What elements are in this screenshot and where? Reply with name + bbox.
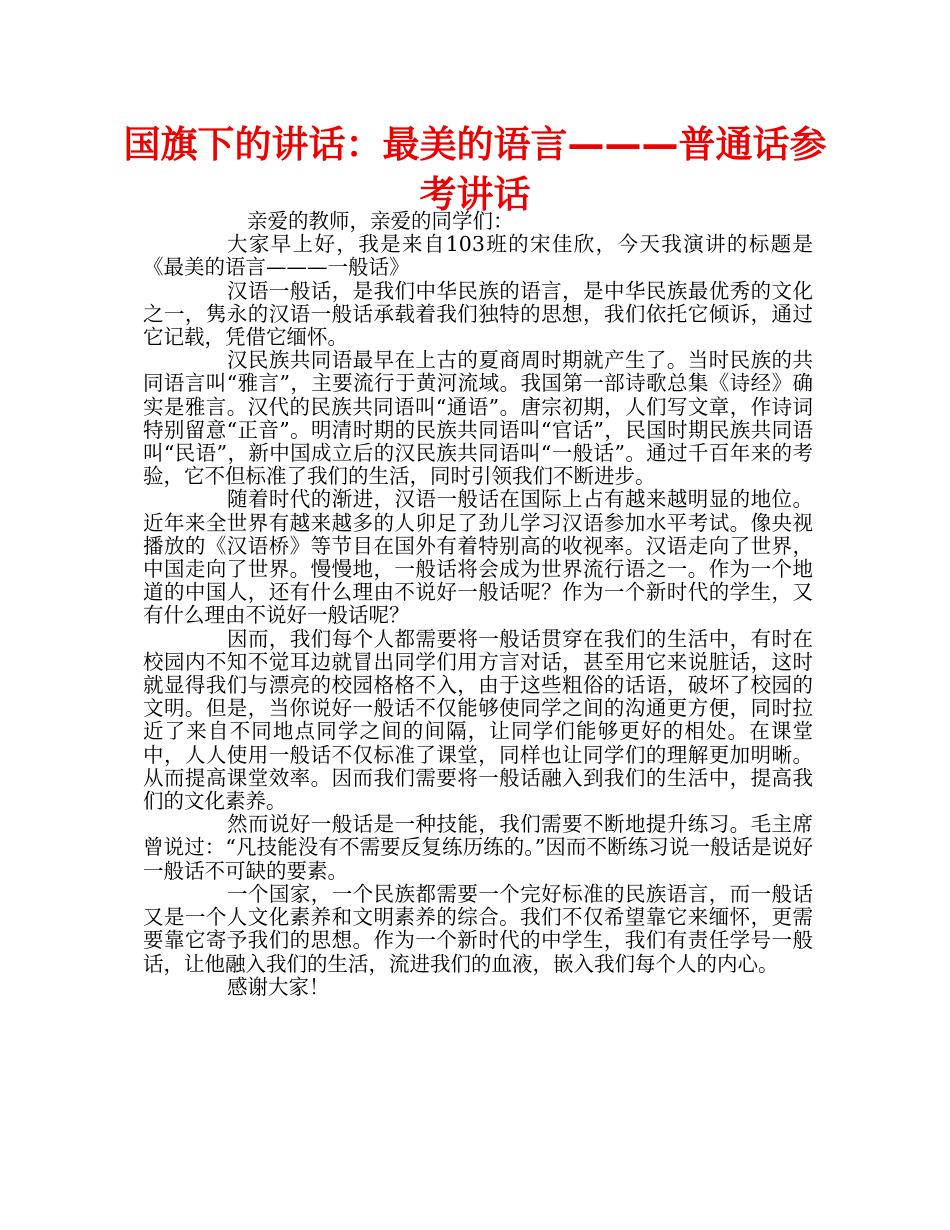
- salutation: 亲爱的教师，亲爱的同学们：: [247, 209, 514, 233]
- paragraph-campus-life: 因而，我们每个人都需要将一般话贯穿在我们的生活中，有时在校园内不知不觉耳边就冒出同学们用方言对话，甚至用它来说脏话，这时就显得我们与漂亮的校园格格不入，由于这些粗俗的话语，破坏了校园的文明。但是，当你说好一般话不仅能够使同学之间的沟通更方便，同时拉近了来自不同地点同学之间的间隔，让同学们能够更好的相处。在课堂中，人人使用一般话不仅标准了课堂，同样也让同学们的理解更加明晰。从而提高课堂效率。因而我们需要将一般话融入到我们的生活中，提高我们的文化素养。: [143, 626, 813, 814]
- paragraph-greeting: 大家早上好，我是来自103班的宋佳欣，今天我演讲的标题是《最美的语言———一般话》: [143, 232, 813, 280]
- paragraph-practice: 然而说好一般话是一种技能，我们需要不断地提升练习。毛主席曾说过：“凡技能没有不需要反复练历练的。”因而不断练习说一般话是说好一般话不可缺的要素。: [143, 812, 813, 883]
- paragraph-history: 汉民族共同语最早在上古的夏商周时期就产生了。当时民族的共同语言叫“雅言”，主要流行于黄河流域。我国第一部诗歌总集《诗经》确实是雅言。汉代的民族共同语叫“通语”。唐宗初期，人们写文章，作诗词特别留意“正音”。明清时期的民族共同语叫“官话”，民国时期民族共同语叫“民语”，新中国成立后的汉民族共同语叫“一般话”。通过千百年来的考验，它不但标准了我们的生活，同时引领我们不断进步。: [143, 348, 813, 489]
- closing-thanks: 感谢大家！: [227, 974, 330, 999]
- speech-body: [143, 210, 813, 999]
- document-title: 国旗下的讲话：最美的语言———普通话参考讲话: [123, 123, 827, 216]
- paragraph-mandarin-intro: 汉语一般话，是我们中华民族的语言，是中华民族最优秀的文化之一，隽永的汉语一般话承载着我们独特的思想，我们依托它倾诉，通过它记载，凭借它缅怀。: [143, 278, 813, 350]
- paragraph-conclusion: 一个国家，一个民族都需要一个完好标准的民族语言，而一般话又是一个人文化素养和文明素养的综合。我们不仅希望靠它来缅怀，更需要靠它寄予我们的思想。作为一个新时代的中学生，我们有责任学号一般话，让他融入我们的生活，流进我们的血液，嵌入我们每个人的内心。: [143, 881, 813, 976]
- paragraph-international-status: 随着时代的渐进，汉语一般话在国际上占有越来越明显的地位。近年来全世界有越来越多的人卯足了劲儿学习汉语参加水平考试。像央视播放的《汉语桥》等节目在国外有着特别高的收视率。汉语走向了世界，中国走向了世界。慢慢地，一般话将会成为世界流行语之一。作为一个地道的中国人，还有什么理由不说好一般话呢？作为一个新时代的学生，又有什么理由不说好一般话呢？: [143, 487, 813, 628]
